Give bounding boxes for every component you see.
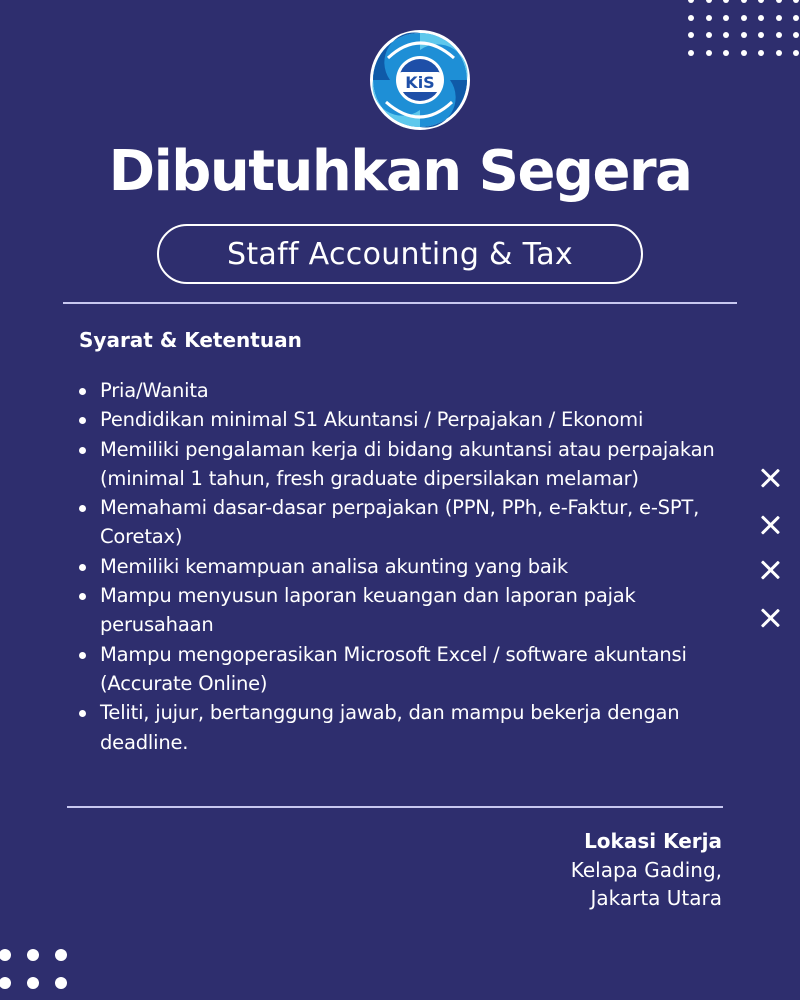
x-icon — [759, 467, 781, 489]
location-label: Lokasi Kerja — [584, 829, 722, 853]
list-item: Mampu menyusun laporan keuangan dan laporan pajak perusahaan — [78, 581, 738, 640]
list-item: Teliti, jujur, bertanggung jawab, dan mampu bekerja dengan deadline. — [78, 698, 738, 757]
page-title: Dibutuhkan Segera — [108, 139, 692, 204]
location-line-2: Jakarta Utara — [590, 886, 722, 910]
dot-pattern-top-right — [688, 0, 799, 56]
divider-bottom — [67, 806, 723, 808]
x-icon — [759, 607, 781, 629]
divider-top — [63, 302, 737, 304]
list-item: Memahami dasar-dasar perpajakan (PPN, PPh, e-Faktur, e-SPT, Coretax) — [78, 493, 738, 552]
requirements-heading: Syarat & Ketentuan — [79, 328, 302, 352]
location-line-1: Kelapa Gading, — [570, 858, 722, 882]
dot-pattern-bottom-left — [0, 949, 67, 989]
list-item: Mampu mengoperasikan Microsoft Excel / software akuntansi (Accurate Online) — [78, 640, 738, 699]
requirements-list — [78, 376, 738, 757]
list-item: Memiliki pengalaman kerja di bidang akuntansi atau perpajakan (minimal 1 tahun, fresh graduate dipersilakan melamar) — [78, 435, 738, 494]
svg-text:KiS: KiS — [405, 73, 435, 92]
list-item: Memiliki kemampuan analisa akunting yang baik — [78, 552, 738, 581]
work-location — [571, 826, 722, 912]
position-title: Staff Accounting & Tax — [227, 236, 573, 272]
position-badge — [157, 224, 643, 284]
x-icon — [759, 514, 781, 536]
list-item: Pria/Wanita — [78, 376, 738, 405]
x-icon — [759, 559, 781, 581]
list-item: Pendidikan minimal S1 Akuntansi / Perpajakan / Ekonomi — [78, 405, 738, 434]
kis-logo-icon — [368, 28, 472, 132]
